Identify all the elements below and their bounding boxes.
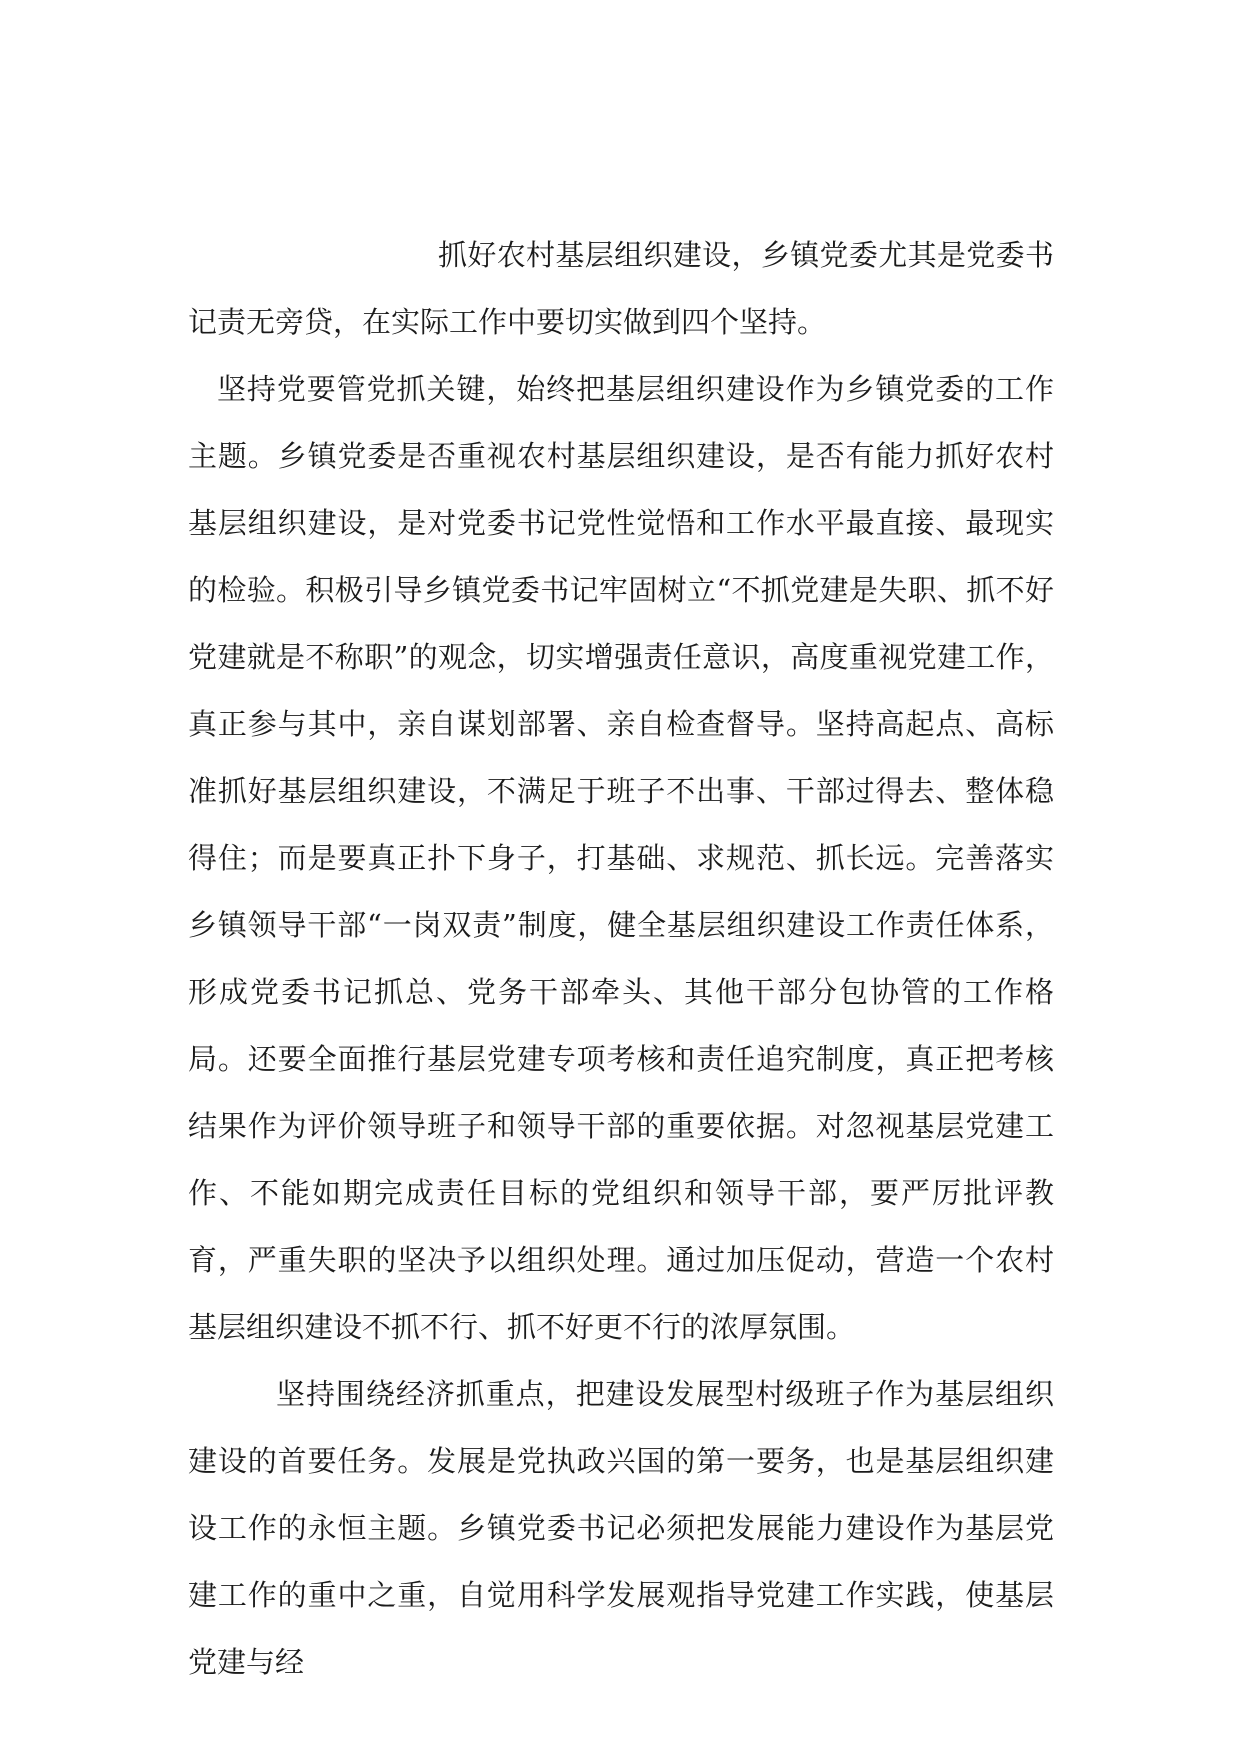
paragraph-economic-focus: 坚持围绕经济抓重点，把建设发展型村级班子作为基层组织建设的首要任务。发展是党执政兴国的第一要务，也是基层组织建设工作的永恒主题。乡镇党委书记必须把发展能力建设作为基层党建工作的重中之重，自觉用科学发展观指导党建工作实践，使基层党建与经 bbox=[188, 1377, 1054, 1679]
document-body bbox=[188, 222, 1054, 1696]
paragraph-intro: 抓好农村基层组织建设，乡镇党委尤其是党委书记责无旁贷，在实际工作中要切实做到四个坚持。 bbox=[188, 238, 1054, 339]
paragraph-party-management: 坚持党要管党抓关键，始终把基层组织建设作为乡镇党委的工作主题。乡镇党委是否重视农村基层组织建设，是否有能力抓好农村基层组织建设，是对党委书记党性觉悟和工作水平最直接、最现实的检验。积极引导乡镇党委书记牢固树立“不抓党建是失职、抓不好党建就是不称职”的观念，切实增强责任意识，高度重视党建工作，真正参与其中，亲自谋划部署、亲自检查督导。坚持高起点、高标准抓好基层组织建设，不满足于班子不出事、干部过得去、整体稳得住；而是要真正扑下身子，打基础、求规范、抓长远。完善落实乡镇领导干部“一岗双责”制度，健全基层组织建设工作责任体系，形成党委书记抓总、党务干部牵头、其他干部分包协管的工作格局。还要全面推行基层党建专项考核和责任追究制度，真正把考核结果作为评价领导班子和领导干部的重要依据。对忽视基层党建工作、不能如期完成责任目标的党组织和领导干部，要严厉批评教育，严重失职的坚决予以组织处理。通过加压促动，营造一个农村基层组织建设不抓不行、抓不好更不行的浓厚氛围。 bbox=[188, 372, 1054, 1344]
